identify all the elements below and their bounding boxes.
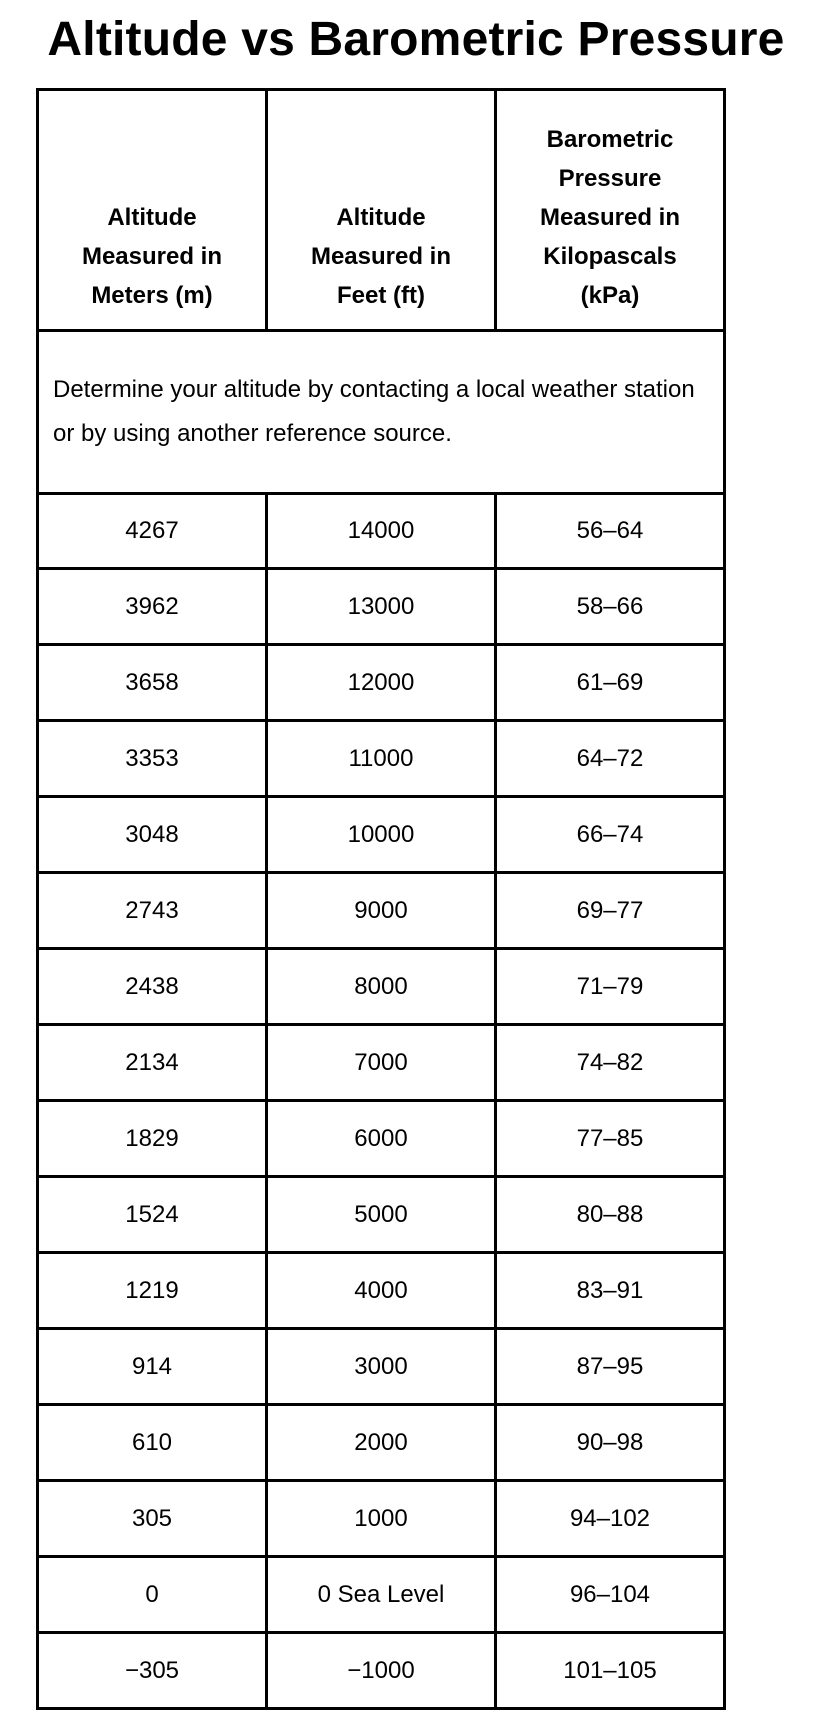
cell-kpa: 90–98 xyxy=(495,1405,724,1481)
cell-feet: 11000 xyxy=(266,721,495,797)
table-row xyxy=(38,797,725,873)
header-line: (kPa) xyxy=(580,282,640,309)
table-row xyxy=(38,1557,725,1633)
cell-meters: 0 xyxy=(38,1557,267,1633)
cell-meters: 914 xyxy=(38,1329,267,1405)
cell-feet: 0 Sea Level xyxy=(266,1557,495,1633)
table-row xyxy=(38,1253,725,1329)
header-line: Altitude xyxy=(107,204,197,231)
cell-feet: 5000 xyxy=(266,1177,495,1253)
table-row xyxy=(38,949,725,1025)
cell-kpa: 87–95 xyxy=(495,1329,724,1405)
table-row xyxy=(38,1329,725,1405)
cell-kpa: 64–72 xyxy=(495,721,724,797)
cell-kpa: 56–64 xyxy=(495,494,724,569)
header-meters xyxy=(38,90,267,331)
cell-meters: 2134 xyxy=(38,1025,267,1101)
cell-kpa: 80–88 xyxy=(495,1177,724,1253)
header-kpa xyxy=(495,90,724,331)
table-row xyxy=(38,721,725,797)
cell-kpa: 69–77 xyxy=(495,873,724,949)
cell-feet: 7000 xyxy=(266,1025,495,1101)
cell-kpa: 71–79 xyxy=(495,949,724,1025)
cell-meters: 3353 xyxy=(38,721,267,797)
cell-kpa: 83–91 xyxy=(495,1253,724,1329)
cell-meters: 2743 xyxy=(38,873,267,949)
cell-meters: 4267 xyxy=(38,494,267,569)
table-row xyxy=(38,494,725,569)
header-line: Kilopascals xyxy=(543,243,677,270)
cell-feet: 12000 xyxy=(266,645,495,721)
cell-meters: 3658 xyxy=(38,645,267,721)
cell-meters: 2438 xyxy=(38,949,267,1025)
note-text: Determine your altitude by contacting a local weather station or by using another reference source. xyxy=(38,331,725,494)
cell-meters: 1829 xyxy=(38,1101,267,1177)
table-row xyxy=(38,873,725,949)
header-line: Measured in xyxy=(310,243,451,270)
cell-kpa: 58–66 xyxy=(495,569,724,645)
cell-meters: −305 xyxy=(38,1633,267,1709)
cell-meters: 3962 xyxy=(38,569,267,645)
cell-kpa: 61–69 xyxy=(495,645,724,721)
cell-meters: 305 xyxy=(38,1481,267,1557)
cell-feet: 2000 xyxy=(266,1405,495,1481)
cell-kpa: 74–82 xyxy=(495,1025,724,1101)
altitude-pressure-table xyxy=(36,88,726,1710)
table-row xyxy=(38,1633,725,1709)
cell-feet: 10000 xyxy=(266,797,495,873)
cell-meters: 3048 xyxy=(38,797,267,873)
cell-feet: 13000 xyxy=(266,569,495,645)
cell-kpa: 101–105 xyxy=(495,1633,724,1709)
cell-meters: 1524 xyxy=(38,1177,267,1253)
header-line: Altitude xyxy=(336,204,426,231)
table-row xyxy=(38,1101,725,1177)
page-title: Altitude vs Barometric Pressure xyxy=(47,13,785,66)
table-row xyxy=(38,1177,725,1253)
cell-kpa: 66–74 xyxy=(495,797,724,873)
cell-feet: 9000 xyxy=(266,873,495,949)
table-row xyxy=(38,1481,725,1557)
cell-feet: −1000 xyxy=(266,1633,495,1709)
cell-kpa: 94–102 xyxy=(495,1481,724,1557)
note-row xyxy=(38,331,725,494)
cell-meters: 610 xyxy=(38,1405,267,1481)
table-row xyxy=(38,645,725,721)
cell-feet: 1000 xyxy=(266,1481,495,1557)
header-line: Measured in xyxy=(539,204,680,231)
cell-feet: 6000 xyxy=(266,1101,495,1177)
cell-kpa: 96–104 xyxy=(495,1557,724,1633)
header-line: Meters (m) xyxy=(91,282,213,309)
header-line: Feet (ft) xyxy=(336,282,425,309)
cell-kpa: 77–85 xyxy=(495,1101,724,1177)
cell-feet: 8000 xyxy=(266,949,495,1025)
cell-feet: 14000 xyxy=(266,494,495,569)
header-row xyxy=(38,90,725,331)
table-row xyxy=(38,1025,725,1101)
cell-feet: 4000 xyxy=(266,1253,495,1329)
table-row xyxy=(38,1405,725,1481)
header-line: Barometric xyxy=(546,126,674,153)
header-feet xyxy=(266,90,495,331)
cell-meters: 1219 xyxy=(38,1253,267,1329)
cell-feet: 3000 xyxy=(266,1329,495,1405)
header-line: Measured in xyxy=(81,243,223,270)
table-row xyxy=(38,569,725,645)
header-line: Pressure xyxy=(558,165,662,192)
